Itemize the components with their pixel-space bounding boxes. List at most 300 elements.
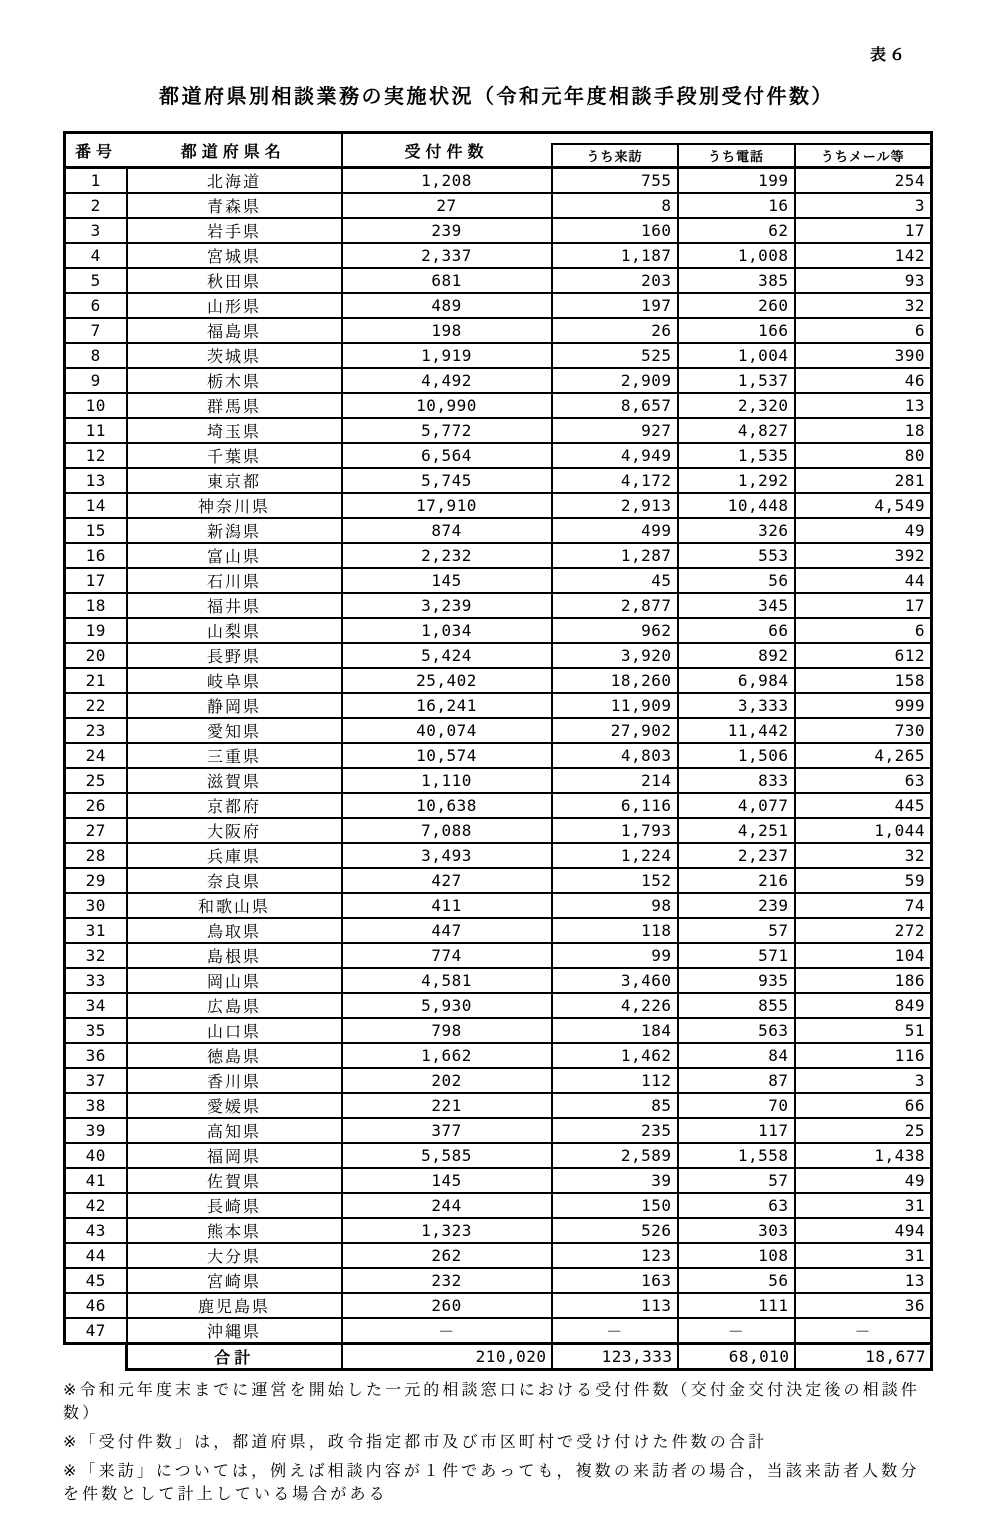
- table-row: [65, 593, 932, 618]
- table-footer: [65, 1344, 932, 1370]
- prefecture-name-cell: 佐賀県: [127, 1168, 342, 1193]
- mail-count-cell: 999: [795, 693, 932, 718]
- mail-count-cell: 49: [795, 518, 932, 543]
- prefecture-name-cell: 島根県: [127, 943, 342, 968]
- visit-count-cell: 26: [552, 318, 678, 343]
- row-number-cell: 4: [65, 243, 127, 268]
- row-number-cell: 31: [65, 918, 127, 943]
- phone-count-cell: －: [678, 1318, 795, 1344]
- table-row: [65, 218, 932, 243]
- phone-count-cell: 303: [678, 1218, 795, 1243]
- phone-count-cell: 199: [678, 168, 795, 194]
- table-row: [65, 1043, 932, 1068]
- table-row: [65, 718, 932, 743]
- phone-count-cell: 260: [678, 293, 795, 318]
- received-count-cell: 17,910: [342, 493, 552, 518]
- row-number-cell: 21: [65, 668, 127, 693]
- mail-count-cell: 66: [795, 1093, 932, 1118]
- table-row: [65, 1193, 932, 1218]
- mail-count-cell: 51: [795, 1018, 932, 1043]
- received-count-cell: 16,241: [342, 693, 552, 718]
- visit-count-cell: 6,116: [552, 793, 678, 818]
- phone-count-cell: 6,984: [678, 668, 795, 693]
- row-number-cell: 15: [65, 518, 127, 543]
- visit-count-cell: 2,589: [552, 1143, 678, 1168]
- total-visit-count: 123,333: [552, 1344, 678, 1370]
- received-count-cell: 232: [342, 1268, 552, 1293]
- header-spacer-cell: [552, 133, 932, 144]
- phone-count-cell: 57: [678, 918, 795, 943]
- phone-count-cell: 111: [678, 1293, 795, 1318]
- prefecture-name-cell: 秋田県: [127, 268, 342, 293]
- phone-count-cell: 4,077: [678, 793, 795, 818]
- mail-count-cell: －: [795, 1318, 932, 1344]
- mail-count-cell: 116: [795, 1043, 932, 1068]
- phone-count-cell: 855: [678, 993, 795, 1018]
- row-number-cell: 11: [65, 418, 127, 443]
- prefecture-name-cell: 福島県: [127, 318, 342, 343]
- visit-count-cell: 525: [552, 343, 678, 368]
- received-count-cell: 145: [342, 568, 552, 593]
- row-number-cell: 34: [65, 993, 127, 1018]
- mail-count-cell: 186: [795, 968, 932, 993]
- mail-count-cell: 59: [795, 868, 932, 893]
- visit-count-cell: 962: [552, 618, 678, 643]
- received-count-cell: 1,662: [342, 1043, 552, 1068]
- prefecture-name-cell: 岡山県: [127, 968, 342, 993]
- row-number-cell: 16: [65, 543, 127, 568]
- prefecture-name-cell: 滋賀県: [127, 768, 342, 793]
- row-number-cell: 47: [65, 1318, 127, 1344]
- table-row: [65, 768, 932, 793]
- mail-count-cell: 80: [795, 443, 932, 468]
- header-received-count: 受付件数: [342, 133, 552, 168]
- received-count-cell: 489: [342, 293, 552, 318]
- prefecture-name-cell: 大阪府: [127, 818, 342, 843]
- table-row: [65, 368, 932, 393]
- table-row: [65, 918, 932, 943]
- mail-count-cell: 4,549: [795, 493, 932, 518]
- prefecture-name-cell: 愛知県: [127, 718, 342, 743]
- received-count-cell: 447: [342, 918, 552, 943]
- visit-count-cell: 1,462: [552, 1043, 678, 1068]
- mail-count-cell: 36: [795, 1293, 932, 1318]
- visit-count-cell: 755: [552, 168, 678, 194]
- visit-count-cell: 39: [552, 1168, 678, 1193]
- row-number-cell: 18: [65, 593, 127, 618]
- visit-count-cell: 113: [552, 1293, 678, 1318]
- row-number-cell: 39: [65, 1118, 127, 1143]
- visit-count-cell: 214: [552, 768, 678, 793]
- row-number-cell: 27: [65, 818, 127, 843]
- phone-count-cell: 2,237: [678, 843, 795, 868]
- table-row: [65, 1243, 932, 1268]
- table-body: [65, 168, 932, 1344]
- visit-count-cell: 150: [552, 1193, 678, 1218]
- mail-count-cell: 4,265: [795, 743, 932, 768]
- prefecture-name-cell: 徳島県: [127, 1043, 342, 1068]
- visit-count-cell: 1,224: [552, 843, 678, 868]
- prefecture-name-cell: 石川県: [127, 568, 342, 593]
- table-row: [65, 1318, 932, 1344]
- prefecture-name-cell: 広島県: [127, 993, 342, 1018]
- visit-count-cell: 85: [552, 1093, 678, 1118]
- mail-count-cell: 74: [795, 893, 932, 918]
- received-count-cell: 27: [342, 193, 552, 218]
- phone-count-cell: 84: [678, 1043, 795, 1068]
- table-row: [65, 543, 932, 568]
- prefecture-name-cell: 長崎県: [127, 1193, 342, 1218]
- row-number-cell: 3: [65, 218, 127, 243]
- received-count-cell: 10,638: [342, 793, 552, 818]
- table-row: [65, 318, 932, 343]
- mail-count-cell: 104: [795, 943, 932, 968]
- visit-count-cell: 4,803: [552, 743, 678, 768]
- mail-count-cell: 849: [795, 993, 932, 1018]
- page-title: 都道府県別相談業務の実施状況（令和元年度相談手段別受付件数）: [159, 84, 834, 108]
- phone-count-cell: 326: [678, 518, 795, 543]
- prefecture-name-cell: 兵庫県: [127, 843, 342, 868]
- mail-count-cell: 390: [795, 343, 932, 368]
- table-row: [65, 1293, 932, 1318]
- header-visit: うち来訪: [552, 144, 678, 168]
- received-count-cell: 262: [342, 1243, 552, 1268]
- phone-count-cell: 117: [678, 1118, 795, 1143]
- received-count-cell: 2,232: [342, 543, 552, 568]
- received-count-cell: 1,034: [342, 618, 552, 643]
- table-row: [65, 893, 932, 918]
- visit-count-cell: 4,949: [552, 443, 678, 468]
- prefecture-name-cell: 奈良県: [127, 868, 342, 893]
- received-count-cell: 5,745: [342, 468, 552, 493]
- table-row: [65, 443, 932, 468]
- mail-count-cell: 49: [795, 1168, 932, 1193]
- table-row: [65, 618, 932, 643]
- phone-count-cell: 66: [678, 618, 795, 643]
- mail-count-cell: 17: [795, 218, 932, 243]
- phone-count-cell: 62: [678, 218, 795, 243]
- row-number-cell: 26: [65, 793, 127, 818]
- mail-count-cell: 1,044: [795, 818, 932, 843]
- prefecture-name-cell: 富山県: [127, 543, 342, 568]
- prefecture-name-cell: 千葉県: [127, 443, 342, 468]
- mail-count-cell: 158: [795, 668, 932, 693]
- prefecture-name-cell: 山形県: [127, 293, 342, 318]
- phone-count-cell: 4,827: [678, 418, 795, 443]
- row-number-cell: 35: [65, 1018, 127, 1043]
- table-row: [65, 693, 932, 718]
- visit-count-cell: 27,902: [552, 718, 678, 743]
- phone-count-cell: 892: [678, 643, 795, 668]
- received-count-cell: 798: [342, 1018, 552, 1043]
- row-number-cell: 7: [65, 318, 127, 343]
- total-mail-count: 18,677: [795, 1344, 932, 1370]
- table-row: [65, 1068, 932, 1093]
- phone-count-cell: 11,442: [678, 718, 795, 743]
- visit-count-cell: 197: [552, 293, 678, 318]
- mail-count-cell: 281: [795, 468, 932, 493]
- mail-count-cell: 6: [795, 618, 932, 643]
- mail-count-cell: 31: [795, 1193, 932, 1218]
- prefecture-name-cell: 北海道: [127, 168, 342, 194]
- received-count-cell: 3,239: [342, 593, 552, 618]
- mail-count-cell: 3: [795, 1068, 932, 1093]
- visit-count-cell: 203: [552, 268, 678, 293]
- phone-count-cell: 108: [678, 1243, 795, 1268]
- visit-count-cell: 2,913: [552, 493, 678, 518]
- table-row: [65, 518, 932, 543]
- row-number-cell: 36: [65, 1043, 127, 1068]
- phone-count-cell: 563: [678, 1018, 795, 1043]
- prefecture-name-cell: 長野県: [127, 643, 342, 668]
- doc-tag-row: [63, 42, 930, 62]
- row-number-cell: 17: [65, 568, 127, 593]
- table-row: [65, 818, 932, 843]
- visit-count-cell: 11,909: [552, 693, 678, 718]
- visit-count-cell: 98: [552, 893, 678, 918]
- row-number-cell: 43: [65, 1218, 127, 1243]
- phone-count-cell: 216: [678, 868, 795, 893]
- visit-count-cell: 160: [552, 218, 678, 243]
- visit-count-cell: 112: [552, 1068, 678, 1093]
- phone-count-cell: 1,004: [678, 343, 795, 368]
- mail-count-cell: 730: [795, 718, 932, 743]
- row-number-cell: 45: [65, 1268, 127, 1293]
- table-row: [65, 343, 932, 368]
- visit-count-cell: 927: [552, 418, 678, 443]
- table-number-tag: 表６: [869, 45, 908, 64]
- prefecture-name-cell: 三重県: [127, 743, 342, 768]
- table-row: [65, 1168, 932, 1193]
- table-row: [65, 393, 932, 418]
- prefecture-name-cell: 福岡県: [127, 1143, 342, 1168]
- mail-count-cell: 1,438: [795, 1143, 932, 1168]
- table-row: [65, 993, 932, 1018]
- received-count-cell: 377: [342, 1118, 552, 1143]
- phone-count-cell: 833: [678, 768, 795, 793]
- prefecture-name-cell: 神奈川県: [127, 493, 342, 518]
- received-count-cell: 1,208: [342, 168, 552, 194]
- visit-count-cell: 526: [552, 1218, 678, 1243]
- received-count-cell: 7,088: [342, 818, 552, 843]
- visit-count-cell: 499: [552, 518, 678, 543]
- visit-count-cell: 4,172: [552, 468, 678, 493]
- mail-count-cell: 63: [795, 768, 932, 793]
- mail-count-cell: 254: [795, 168, 932, 194]
- prefecture-name-cell: 東京都: [127, 468, 342, 493]
- phone-count-cell: 1,535: [678, 443, 795, 468]
- prefecture-name-cell: 高知県: [127, 1118, 342, 1143]
- visit-count-cell: 99: [552, 943, 678, 968]
- received-count-cell: 681: [342, 268, 552, 293]
- received-count-cell: 244: [342, 1193, 552, 1218]
- prefecture-name-cell: 福井県: [127, 593, 342, 618]
- mail-count-cell: 93: [795, 268, 932, 293]
- received-count-cell: 5,424: [342, 643, 552, 668]
- received-count-cell: 427: [342, 868, 552, 893]
- phone-count-cell: 385: [678, 268, 795, 293]
- row-number-cell: 22: [65, 693, 127, 718]
- received-count-cell: 874: [342, 518, 552, 543]
- prefecture-name-cell: 青森県: [127, 193, 342, 218]
- prefecture-name-cell: 栃木県: [127, 368, 342, 393]
- table-row: [65, 1268, 932, 1293]
- row-number-cell: 1: [65, 168, 127, 194]
- mail-count-cell: 6: [795, 318, 932, 343]
- phone-count-cell: 63: [678, 1193, 795, 1218]
- prefecture-name-cell: 山口県: [127, 1018, 342, 1043]
- table-row: [65, 743, 932, 768]
- table-row: [65, 943, 932, 968]
- table-row: [65, 418, 932, 443]
- row-number-cell: 24: [65, 743, 127, 768]
- prefecture-name-cell: 岩手県: [127, 218, 342, 243]
- row-number-cell: 5: [65, 268, 127, 293]
- row-number-cell: 2: [65, 193, 127, 218]
- phone-count-cell: 345: [678, 593, 795, 618]
- received-count-cell: 239: [342, 218, 552, 243]
- phone-count-cell: 10,448: [678, 493, 795, 518]
- phone-count-cell: 1,506: [678, 743, 795, 768]
- phone-count-cell: 1,292: [678, 468, 795, 493]
- prefecture-name-cell: 宮城県: [127, 243, 342, 268]
- row-number-cell: 25: [65, 768, 127, 793]
- phone-count-cell: 57: [678, 1168, 795, 1193]
- received-count-cell: 2,337: [342, 243, 552, 268]
- prefecture-name-cell: 山梨県: [127, 618, 342, 643]
- prefecture-name-cell: 香川県: [127, 1068, 342, 1093]
- visit-count-cell: 45: [552, 568, 678, 593]
- visit-count-cell: 3,460: [552, 968, 678, 993]
- phone-count-cell: 2,320: [678, 393, 795, 418]
- row-number-cell: 20: [65, 643, 127, 668]
- footnotes: [63, 1378, 930, 1505]
- row-number-cell: 42: [65, 1193, 127, 1218]
- row-number-cell: 29: [65, 868, 127, 893]
- header-prefecture-name: 都道府県名: [180, 141, 286, 161]
- table-row: [65, 1018, 932, 1043]
- visit-count-cell: 8: [552, 193, 678, 218]
- header-no-pref-flex: [66, 139, 341, 162]
- table-row: [65, 493, 932, 518]
- received-count-cell: 6,564: [342, 443, 552, 468]
- header-number: 番号: [74, 141, 117, 161]
- header-row-top: [65, 133, 932, 144]
- received-count-cell: 202: [342, 1068, 552, 1093]
- row-number-cell: 32: [65, 943, 127, 968]
- total-empty-cell: [65, 1344, 127, 1370]
- header-mail: うちメール等: [795, 144, 932, 168]
- table-row: [65, 668, 932, 693]
- phone-count-cell: 3,333: [678, 693, 795, 718]
- row-number-cell: 8: [65, 343, 127, 368]
- received-count-cell: 4,492: [342, 368, 552, 393]
- mail-count-cell: 392: [795, 543, 932, 568]
- prefecture-name-cell: 沖縄県: [127, 1318, 342, 1344]
- mail-count-cell: 445: [795, 793, 932, 818]
- received-count-cell: 411: [342, 893, 552, 918]
- phone-count-cell: 16: [678, 193, 795, 218]
- mail-count-cell: 18: [795, 418, 932, 443]
- table-row: [65, 468, 932, 493]
- table-row: [65, 1143, 932, 1168]
- visit-count-cell: 235: [552, 1118, 678, 1143]
- table-row: [65, 168, 932, 194]
- received-count-cell: 10,990: [342, 393, 552, 418]
- row-number-cell: 46: [65, 1293, 127, 1318]
- visit-count-cell: 1,187: [552, 243, 678, 268]
- phone-count-cell: 1,008: [678, 243, 795, 268]
- prefecture-name-cell: 静岡県: [127, 693, 342, 718]
- visit-count-cell: 1,793: [552, 818, 678, 843]
- footnote-1: ※令和元年度末までに運営を開始した一元的相談窓口における受付件数（交付金交付決定後の相談件数）: [63, 1380, 920, 1422]
- visit-count-cell: 184: [552, 1018, 678, 1043]
- table-row: [65, 793, 932, 818]
- visit-count-cell: 2,909: [552, 368, 678, 393]
- prefecture-name-cell: 岐阜県: [127, 668, 342, 693]
- header-phone: うち電話: [678, 144, 795, 168]
- prefecture-name-cell: 熊本県: [127, 1218, 342, 1243]
- header-no-pref-cell: [65, 133, 342, 168]
- row-number-cell: 10: [65, 393, 127, 418]
- mail-count-cell: 13: [795, 1268, 932, 1293]
- mail-count-cell: 31: [795, 1243, 932, 1268]
- received-count-cell: 260: [342, 1293, 552, 1318]
- phone-count-cell: 4,251: [678, 818, 795, 843]
- phone-count-cell: 87: [678, 1068, 795, 1093]
- row-number-cell: 19: [65, 618, 127, 643]
- received-count-cell: 774: [342, 943, 552, 968]
- row-number-cell: 12: [65, 443, 127, 468]
- prefecture-consultation-table: [63, 131, 933, 1371]
- visit-count-cell: －: [552, 1318, 678, 1344]
- visit-count-cell: 4,226: [552, 993, 678, 1018]
- mail-count-cell: 32: [795, 843, 932, 868]
- received-count-cell: 4,581: [342, 968, 552, 993]
- mail-count-cell: 3: [795, 193, 932, 218]
- prefecture-name-cell: 群馬県: [127, 393, 342, 418]
- mail-count-cell: 494: [795, 1218, 932, 1243]
- phone-count-cell: 1,558: [678, 1143, 795, 1168]
- phone-count-cell: 1,537: [678, 368, 795, 393]
- visit-count-cell: 118: [552, 918, 678, 943]
- table-header: [65, 133, 932, 168]
- prefecture-name-cell: 京都府: [127, 793, 342, 818]
- table-row: [65, 868, 932, 893]
- row-number-cell: 38: [65, 1093, 127, 1118]
- phone-count-cell: 571: [678, 943, 795, 968]
- table-row: [65, 1118, 932, 1143]
- mail-count-cell: 46: [795, 368, 932, 393]
- row-number-cell: 13: [65, 468, 127, 493]
- received-count-cell: 145: [342, 1168, 552, 1193]
- table-row: [65, 293, 932, 318]
- phone-count-cell: 56: [678, 1268, 795, 1293]
- total-row: [65, 1344, 932, 1370]
- prefecture-name-cell: 埼玉県: [127, 418, 342, 443]
- row-number-cell: 33: [65, 968, 127, 993]
- visit-count-cell: 123: [552, 1243, 678, 1268]
- row-number-cell: 23: [65, 718, 127, 743]
- row-number-cell: 40: [65, 1143, 127, 1168]
- prefecture-name-cell: 愛媛県: [127, 1093, 342, 1118]
- mail-count-cell: 32: [795, 293, 932, 318]
- row-number-cell: 9: [65, 368, 127, 393]
- phone-count-cell: 56: [678, 568, 795, 593]
- table-row: [65, 193, 932, 218]
- visit-count-cell: 1,287: [552, 543, 678, 568]
- table-row: [65, 268, 932, 293]
